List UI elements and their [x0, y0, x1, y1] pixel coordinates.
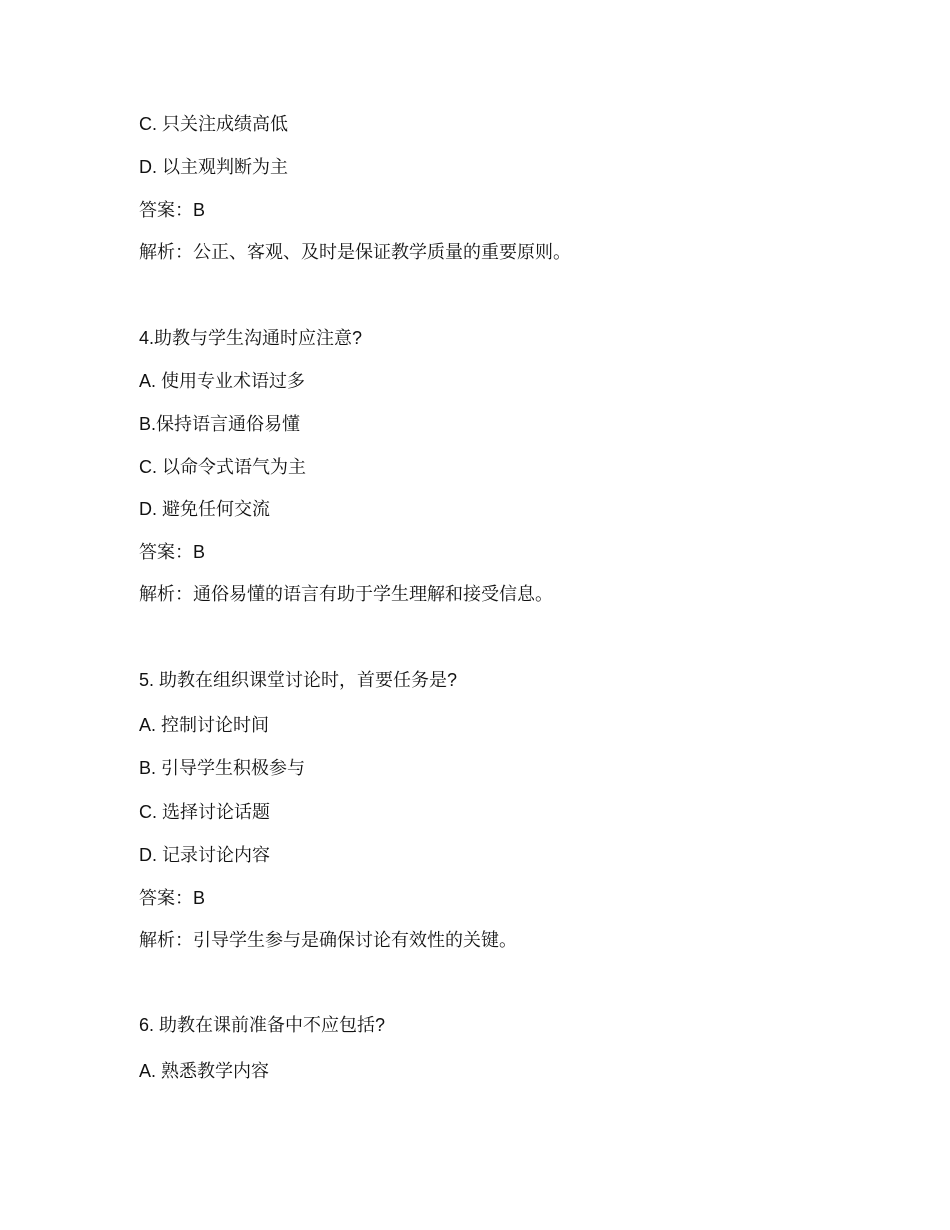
answer: 答案：B	[139, 200, 206, 220]
explanation: 解析：通俗易懂的语言有助于学生理解和接受信息。	[139, 584, 553, 604]
explanation: 解析：引导学生参与是确保讨论有效性的关键。	[139, 930, 517, 950]
explanation: 解析：公正、客观、及时是保证教学质量的重要原则。	[139, 242, 571, 262]
question-6: 6. 助教在课前准备中不应包括?	[139, 1015, 386, 1035]
answer: 答案：B	[139, 542, 206, 562]
option-d: D. 以主观判断为主	[139, 157, 289, 177]
option-a: A. 控制讨论时间	[139, 715, 270, 735]
option-c: C. 以命令式语气为主	[139, 457, 307, 477]
option-c: C. 只关注成绩高低	[139, 114, 289, 134]
option-d: D. 记录讨论内容	[139, 845, 271, 865]
option-a: A. 熟悉教学内容	[139, 1061, 270, 1081]
question-5: 5. 助教在组织课堂讨论时，首要任务是?	[139, 670, 458, 690]
option-a: A. 使用专业术语过多	[139, 371, 306, 391]
option-c: C. 选择讨论话题	[139, 802, 271, 822]
answer: 答案：B	[139, 888, 206, 908]
option-b: B. 引导学生积极参与	[139, 758, 306, 778]
option-b: B.保持语言通俗易懂	[139, 414, 301, 434]
question-4: 4.助教与学生沟通时应注意?	[139, 328, 363, 348]
option-d: D. 避免任何交流	[139, 499, 271, 519]
